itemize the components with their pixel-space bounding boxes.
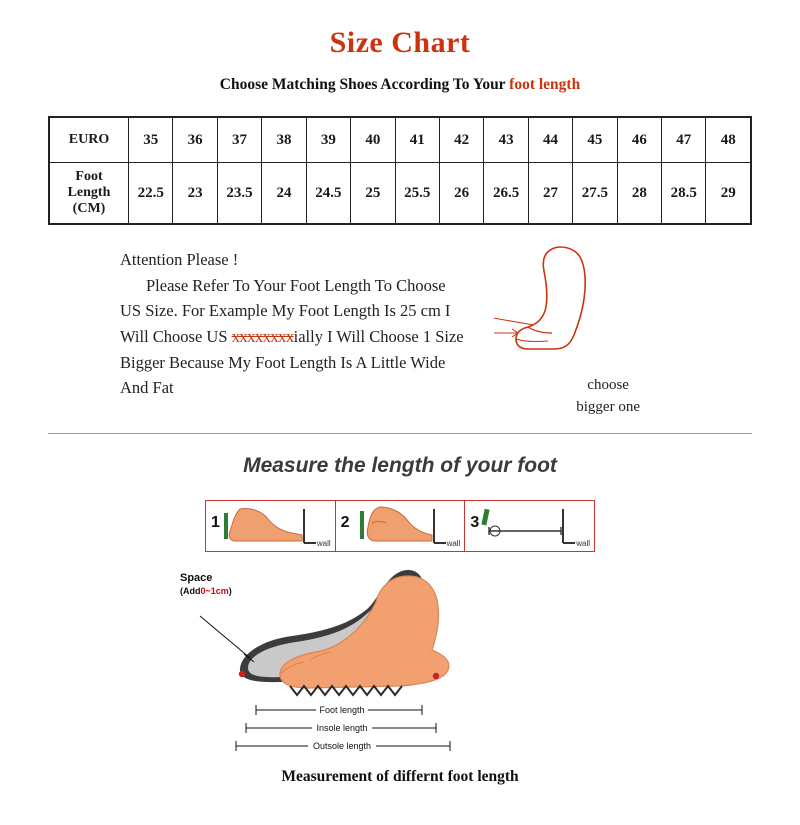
attention-line-5: And Fat — [120, 378, 174, 398]
size-table — [49, 117, 751, 224]
measure-step-2 — [336, 501, 466, 551]
length-cell: 22.5 — [129, 163, 173, 224]
euro-cell: 44 — [528, 118, 572, 163]
euro-cell: 47 — [662, 118, 706, 163]
length-cell: 24 — [262, 163, 306, 224]
measure-section-title: Measure the length of your foot — [243, 454, 557, 478]
table-row-foot-length — [50, 163, 751, 224]
wall-label: wall — [316, 539, 331, 549]
euro-cell: 36 — [173, 118, 217, 163]
space-add-prefix: (Add — [180, 586, 201, 597]
row-header-line2: Length — [67, 185, 111, 201]
euro-cell: 38 — [262, 118, 306, 163]
attention-heading: Attention Please ! — [120, 250, 239, 270]
euro-cell: 48 — [706, 118, 751, 163]
foot-measurement-diagram — [170, 558, 630, 758]
length-cell: 25 — [351, 163, 395, 224]
section-divider — [48, 433, 752, 434]
wall-label: wall — [576, 539, 591, 549]
space-label — [180, 572, 232, 598]
length-cell: 24.5 — [306, 163, 350, 224]
euro-cell: 42 — [439, 118, 483, 163]
row-header-foot-length — [50, 163, 129, 224]
measure-step-1 — [206, 501, 336, 551]
euro-cell: 43 — [484, 118, 528, 163]
attention-line-2: US Size. For Example My Foot Length Is 25 cm I — [120, 301, 451, 321]
page-subtitle — [0, 76, 800, 94]
attention-line-3b: ially I Will Choose 1 Size — [293, 326, 464, 346]
attention-text — [120, 247, 550, 400]
attention-line-4: Bigger Because My Foot Length Is A Little Wide — [120, 352, 446, 372]
size-chart-page — [0, 26, 800, 825]
length-cell: 27.5 — [573, 163, 617, 224]
choose-note-line1: choose — [587, 377, 629, 394]
row-header-line3: (CM) — [72, 201, 106, 217]
dimension-label-outsole-length: Outsole length — [312, 741, 372, 752]
euro-cell: 46 — [617, 118, 661, 163]
length-cell: 26.5 — [484, 163, 528, 224]
length-cell: 26 — [439, 163, 483, 224]
length-cell: 23 — [173, 163, 217, 224]
euro-cell: 40 — [351, 118, 395, 163]
space-label-title: Space — [180, 572, 213, 585]
measure-step-3 — [465, 501, 594, 551]
step-1-illustration — [206, 501, 334, 549]
choose-note-line2: bigger one — [576, 399, 640, 416]
subtitle-prefix: Choose Matching Shoes According To Your — [219, 76, 510, 93]
euro-cell: 41 — [395, 118, 439, 163]
choose-bigger-note — [576, 375, 640, 419]
length-cell: 27 — [528, 163, 572, 224]
row-header-line1: Foot — [75, 169, 103, 184]
size-table-container — [48, 116, 752, 225]
space-add-suffix: ) — [228, 586, 232, 597]
length-cell: 25.5 — [395, 163, 439, 224]
step-number: 1 — [211, 514, 220, 532]
dimension-label-insole-length: Insole length — [316, 723, 368, 734]
diagram-caption: Measurement of differnt foot length — [281, 768, 519, 786]
subtitle-highlight: foot length — [509, 76, 581, 93]
attention-line-3a: Will Choose US — [120, 326, 232, 346]
length-cell: 29 — [706, 163, 751, 224]
attention-line-3 — [120, 327, 464, 346]
attention-section — [48, 241, 752, 429]
foot-shoe-svg — [170, 558, 630, 758]
step-number: 3 — [470, 514, 480, 532]
length-cell: 28.5 — [662, 163, 706, 224]
step-3-illustration — [465, 501, 593, 549]
row-header-euro: EURO — [50, 118, 129, 163]
attention-strikethrough: xxxxxxxx — [231, 326, 294, 346]
space-add-value: 0~1cm — [200, 586, 229, 597]
step-number: 2 — [340, 514, 350, 532]
foot-outline-icon — [494, 241, 634, 386]
page-title: Size Chart — [329, 26, 471, 59]
euro-cell: 45 — [573, 118, 617, 163]
euro-cell: 35 — [129, 118, 173, 163]
euro-cell: 37 — [217, 118, 261, 163]
attention-line-1: Please Refer To Your Foot Length To Choose — [146, 275, 446, 295]
measure-steps — [205, 500, 595, 552]
space-add-note — [180, 586, 232, 596]
length-cell: 28 — [617, 163, 661, 224]
length-cell: 23.5 — [217, 163, 261, 224]
dimension-label-foot-length: Foot length — [319, 705, 365, 716]
table-row-euro — [50, 118, 751, 163]
step-2-illustration — [336, 501, 464, 549]
wall-label: wall — [446, 539, 461, 549]
euro-cell: 39 — [306, 118, 350, 163]
